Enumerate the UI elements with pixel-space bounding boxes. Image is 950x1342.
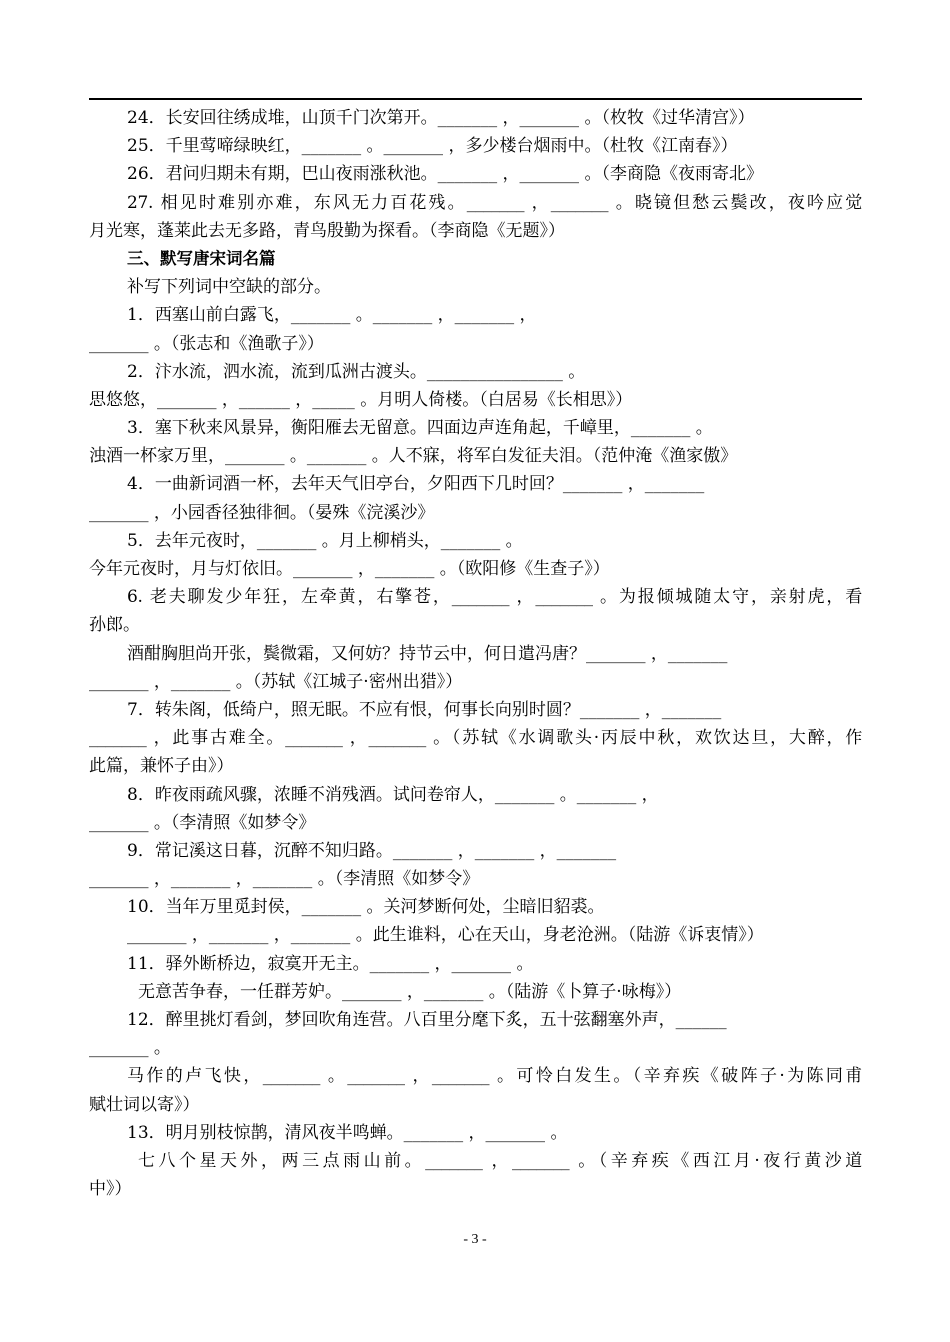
text-line: 此篇，兼怀子由》）	[89, 756, 234, 777]
header-rule	[89, 98, 862, 100]
text-line: 6. 老夫聊发少年狂，左牵黄，右擎苍，_______ ，_______ 。为报倾城随太守，亲射虎，看	[127, 587, 862, 608]
text-line: 9．常记溪这日暮，沉醉不知归路。_______ ，_______ ，_______	[127, 840, 617, 861]
text-line: 25．千里莺啼绿映红，_______ 。_______ ，多少楼台烟雨中。（杜牧《江南春》）	[127, 136, 738, 157]
text-line: 孙郎。	[89, 615, 140, 636]
text-line: 4．一曲新词酒一杯，去年天气旧亭台，夕阳西下几时回？_______ ，_______	[127, 474, 705, 495]
document-body	[89, 104, 862, 1203]
text-line: 浊酒一杯家万里，_______ 。_______ 。人不寐，将军白发征夫泪。（范仲淹《渔家傲》	[89, 446, 738, 467]
text-line: 七八个星天外，两三点雨山前。_______ ，_______ 。（辛弃疾《西江月·夜行黄沙道	[138, 1150, 862, 1171]
text-line: 7．转朱阁，低绮户，照无眠。不应有恨，何事长向别时圆？_______ ，_______	[127, 699, 722, 720]
text-line: 10．当年万里觅封侯，_______ 。关河梦断何处，尘暗旧貂裘。	[127, 897, 605, 918]
text-line: _______ 。（李清照《如梦令》	[89, 812, 316, 833]
text-line: 3．塞下秋来风景异，衡阳雁去无留意。四面边声连角起，千嶂里，_______ 。	[127, 418, 713, 439]
text-line: 2．汴水流，泗水流，流到瓜洲古渡头。________________ 。	[127, 361, 586, 382]
text-line: 马作的卢飞快，_______ 。_______ ，_______ 。可怜白发生。（辛弃疾《破阵子·为陈同甫	[127, 1066, 862, 1087]
text-line: _______ 。	[89, 1038, 171, 1059]
text-line: 8．昨夜雨疏风骤，浓睡不消残酒。试问卷帘人，_______ 。_______ ，	[127, 784, 659, 805]
text-line: _______ ，_______ ，_______ 。（李清照《如梦令》	[89, 869, 480, 890]
text-line: 24．长安回往绣成堆，山顶千门次第开。_______ ，_______ 。（枚牧《过华清宫》）	[127, 108, 755, 128]
text-line: 12．醉里挑灯看剑，梦回吹角连营。八百里分麾下炙，五十弦翻塞外声，______	[127, 1010, 727, 1030]
text-line: 今年元夜时，月与灯依旧。_______ ，_______ 。（欧阳修《生查子》）	[89, 559, 610, 579]
text-line: 补写下列词中空缺的部分。	[127, 277, 331, 298]
text-line: 11．驿外断桥边，寂寞开无主。_______ ，_______ 。	[127, 953, 534, 974]
section-heading: 三、默写唐宋词名篇	[127, 248, 276, 268]
text-line: 无意苦争春，一任群芳妒。_______ ，_______ 。（陆游《卜算子·咏梅》）	[138, 981, 682, 1002]
text-line: _______ ，_______ 。（苏轼《江城子·密州出猎》）	[89, 671, 463, 692]
text-line: 赋壮词以寄》）	[89, 1094, 200, 1115]
text-line: _______ ，小园香径独徘徊。（晏殊《浣溪沙》	[89, 502, 435, 523]
text-line: _______ 。（张志和《渔歌子》）	[89, 333, 324, 354]
text-line: 26．君问归期未有期，巴山夜雨涨秋池。_______ ，_______ 。（李商隐《夜雨寄北》	[127, 164, 763, 185]
text-line: 酒酣胸胆尚开张，鬓微霜，又何妨？持节云中，何日遣冯唐？_______ ，_______	[127, 643, 728, 664]
text-line: 月光寒，蓬莱此去无多路，青鸟殷勤为探看。（李商隐《无题》）	[89, 220, 565, 241]
text-line: 13．明月别枝惊鹊，清风夜半鸣蝉。_______ ，_______ 。	[127, 1122, 568, 1143]
text-line: 5．去年元夜时，_______ 。月上柳梢头，_______ 。	[127, 530, 523, 551]
text-line: _______ ，此事古难全。_______ ，_______ 。（苏轼《水调歌头·丙辰中秋，欢饮达旦，大醉，作	[89, 728, 862, 749]
text-line: _______ ，_______ ，_______ 。此生谁料，心在天山，身老沧洲。（陆游《诉衷情》）	[127, 925, 764, 946]
text-line: 中》）	[89, 1179, 132, 1200]
page-number: - 3 -	[463, 1232, 487, 1247]
text-line: 思悠悠，_______ ，______ ，_____ 。月明人倚楼。（白居易《长相思》）	[89, 389, 633, 410]
text-line: 27. 相见时难别亦难，东风无力百花残。_______ ，_______ 。晓镜但愁云鬓改，夜吟应觉	[127, 192, 862, 213]
text-line: 1．西塞山前白露飞，_______ 。_______ ，_______ ，	[127, 305, 537, 326]
